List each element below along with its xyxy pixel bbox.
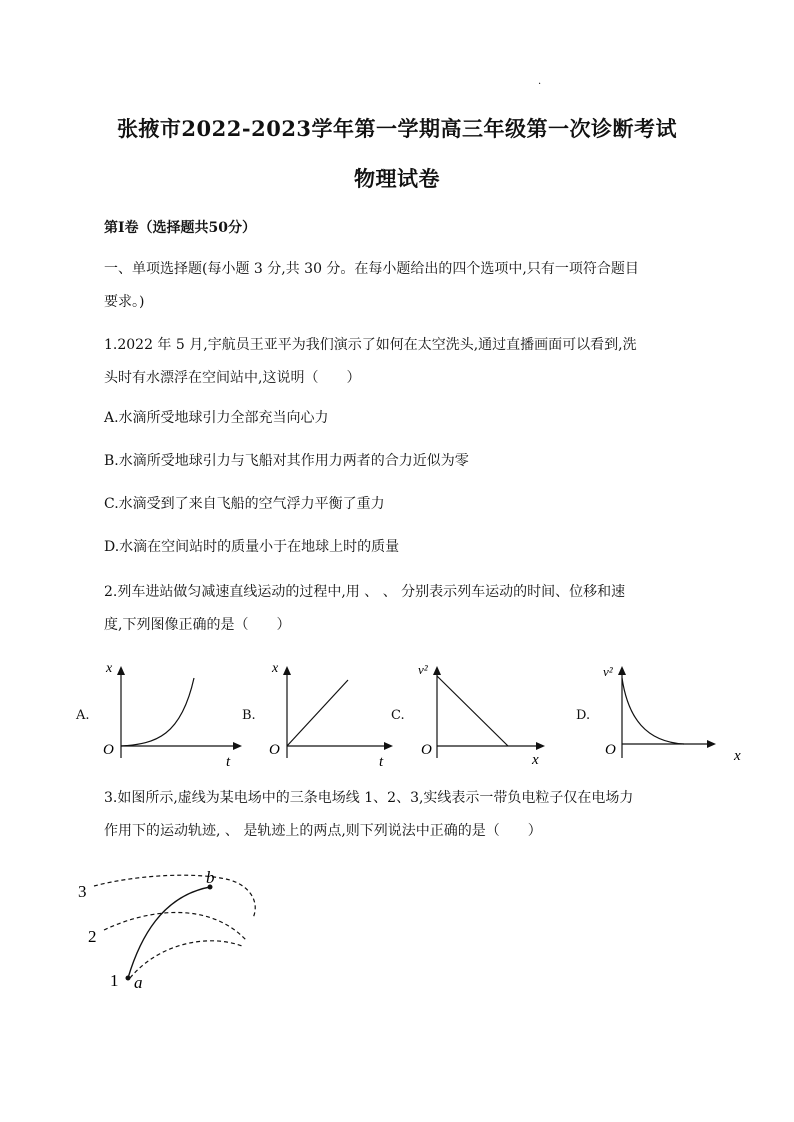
q2-stem-line-1: 2.列车进站做匀减速直线运动的过程中,用 、 、 分别表示列车运动的时间、位移和速 [104, 584, 626, 600]
graph-d-option: D. [576, 708, 591, 723]
field-line-2-label: 2 [88, 927, 97, 946]
q1-option-a: A.水滴所受地球引力全部充当向心力 [104, 410, 329, 426]
q2-graph-c [391, 658, 561, 773]
graph-d-plot [576, 658, 746, 773]
instructions-line-2: 要求。) [104, 294, 145, 310]
q3-stem-line-2: 作用下的运动轨迹, 、 是轨迹上的两点,则下列说法中正确的是（ ） [104, 823, 542, 839]
q1-option-b: B.水滴所受地球引力与飞船对其作用力两者的合力近似为零 [104, 453, 469, 469]
graph-b-option: B. [242, 708, 256, 723]
graph-c-option: C. [391, 708, 405, 723]
q1-option-c: C.水滴受到了来自飞船的空气浮力平衡了重力 [104, 496, 385, 512]
q3-field-figure [70, 866, 270, 996]
graph-b-origin: O [269, 742, 280, 758]
graph-d-origin: O [605, 742, 616, 758]
graph-b-ylabel: x [272, 661, 279, 676]
question-1 [104, 329, 714, 395]
section-label: 第Ⅰ卷（选择题共50分） [104, 220, 257, 236]
graph-a-option: A. [76, 708, 90, 723]
graph-c-ylabel: v² [418, 662, 428, 677]
graph-a-ylabel: x [106, 661, 113, 676]
q1-stem-line-2: 头时有水漂浮在空间站中,这说明（ ） [104, 370, 361, 386]
graph-a-origin: O [103, 742, 114, 758]
instructions-line-1: 一、单项选择题(每小题 3 分,共 30 分。在每小题给出的四个选项中,只有一项符合题目 [104, 261, 639, 277]
point-a-label: a [134, 973, 143, 992]
question-2 [104, 576, 714, 642]
field-line-1-label: 1 [110, 971, 119, 990]
graph-c-xlabel: x [532, 752, 539, 768]
graph-c-plot [391, 658, 561, 773]
exam-subtitle: 物理试卷 [354, 166, 440, 191]
top-mark: . [538, 76, 542, 87]
graph-b-xlabel: t [379, 754, 384, 770]
graph-b-plot [242, 658, 412, 773]
point-b-label: b [206, 868, 215, 887]
question-3 [104, 782, 714, 848]
graph-c-origin: O [421, 742, 432, 758]
part1-instructions [104, 253, 714, 319]
graph-d-ylabel: v² [603, 664, 613, 679]
q2-graph-d [576, 658, 746, 773]
q2-graph-b [242, 658, 412, 773]
q2-stem-line-2: 度,下列图像正确的是（ ） [104, 617, 291, 633]
graph-a-xlabel: t [226, 754, 231, 770]
q2-graph-a [76, 658, 246, 773]
graph-a-plot [76, 658, 246, 773]
q3-stem-line-1: 3.如图所示,虚线为某电场中的三条电场线 1、2、3,实线表示一带负电粒子仅在电场力 [104, 790, 634, 806]
q1-option-d: D.水滴在空间站时的质量小于在地球上时的质量 [104, 539, 400, 555]
field-line-3-label: 3 [78, 882, 87, 901]
exam-title: 张掖市2022-2023学年第一学期高三年级第一次诊断考试 [116, 116, 678, 141]
q1-stem-line-1: 1.2022 年 5 月,宇航员王亚平为我们演示了如何在太空洗头,通过直播画面可以看到,洗 [104, 337, 637, 353]
graph-d-xlabel: x [734, 748, 741, 764]
